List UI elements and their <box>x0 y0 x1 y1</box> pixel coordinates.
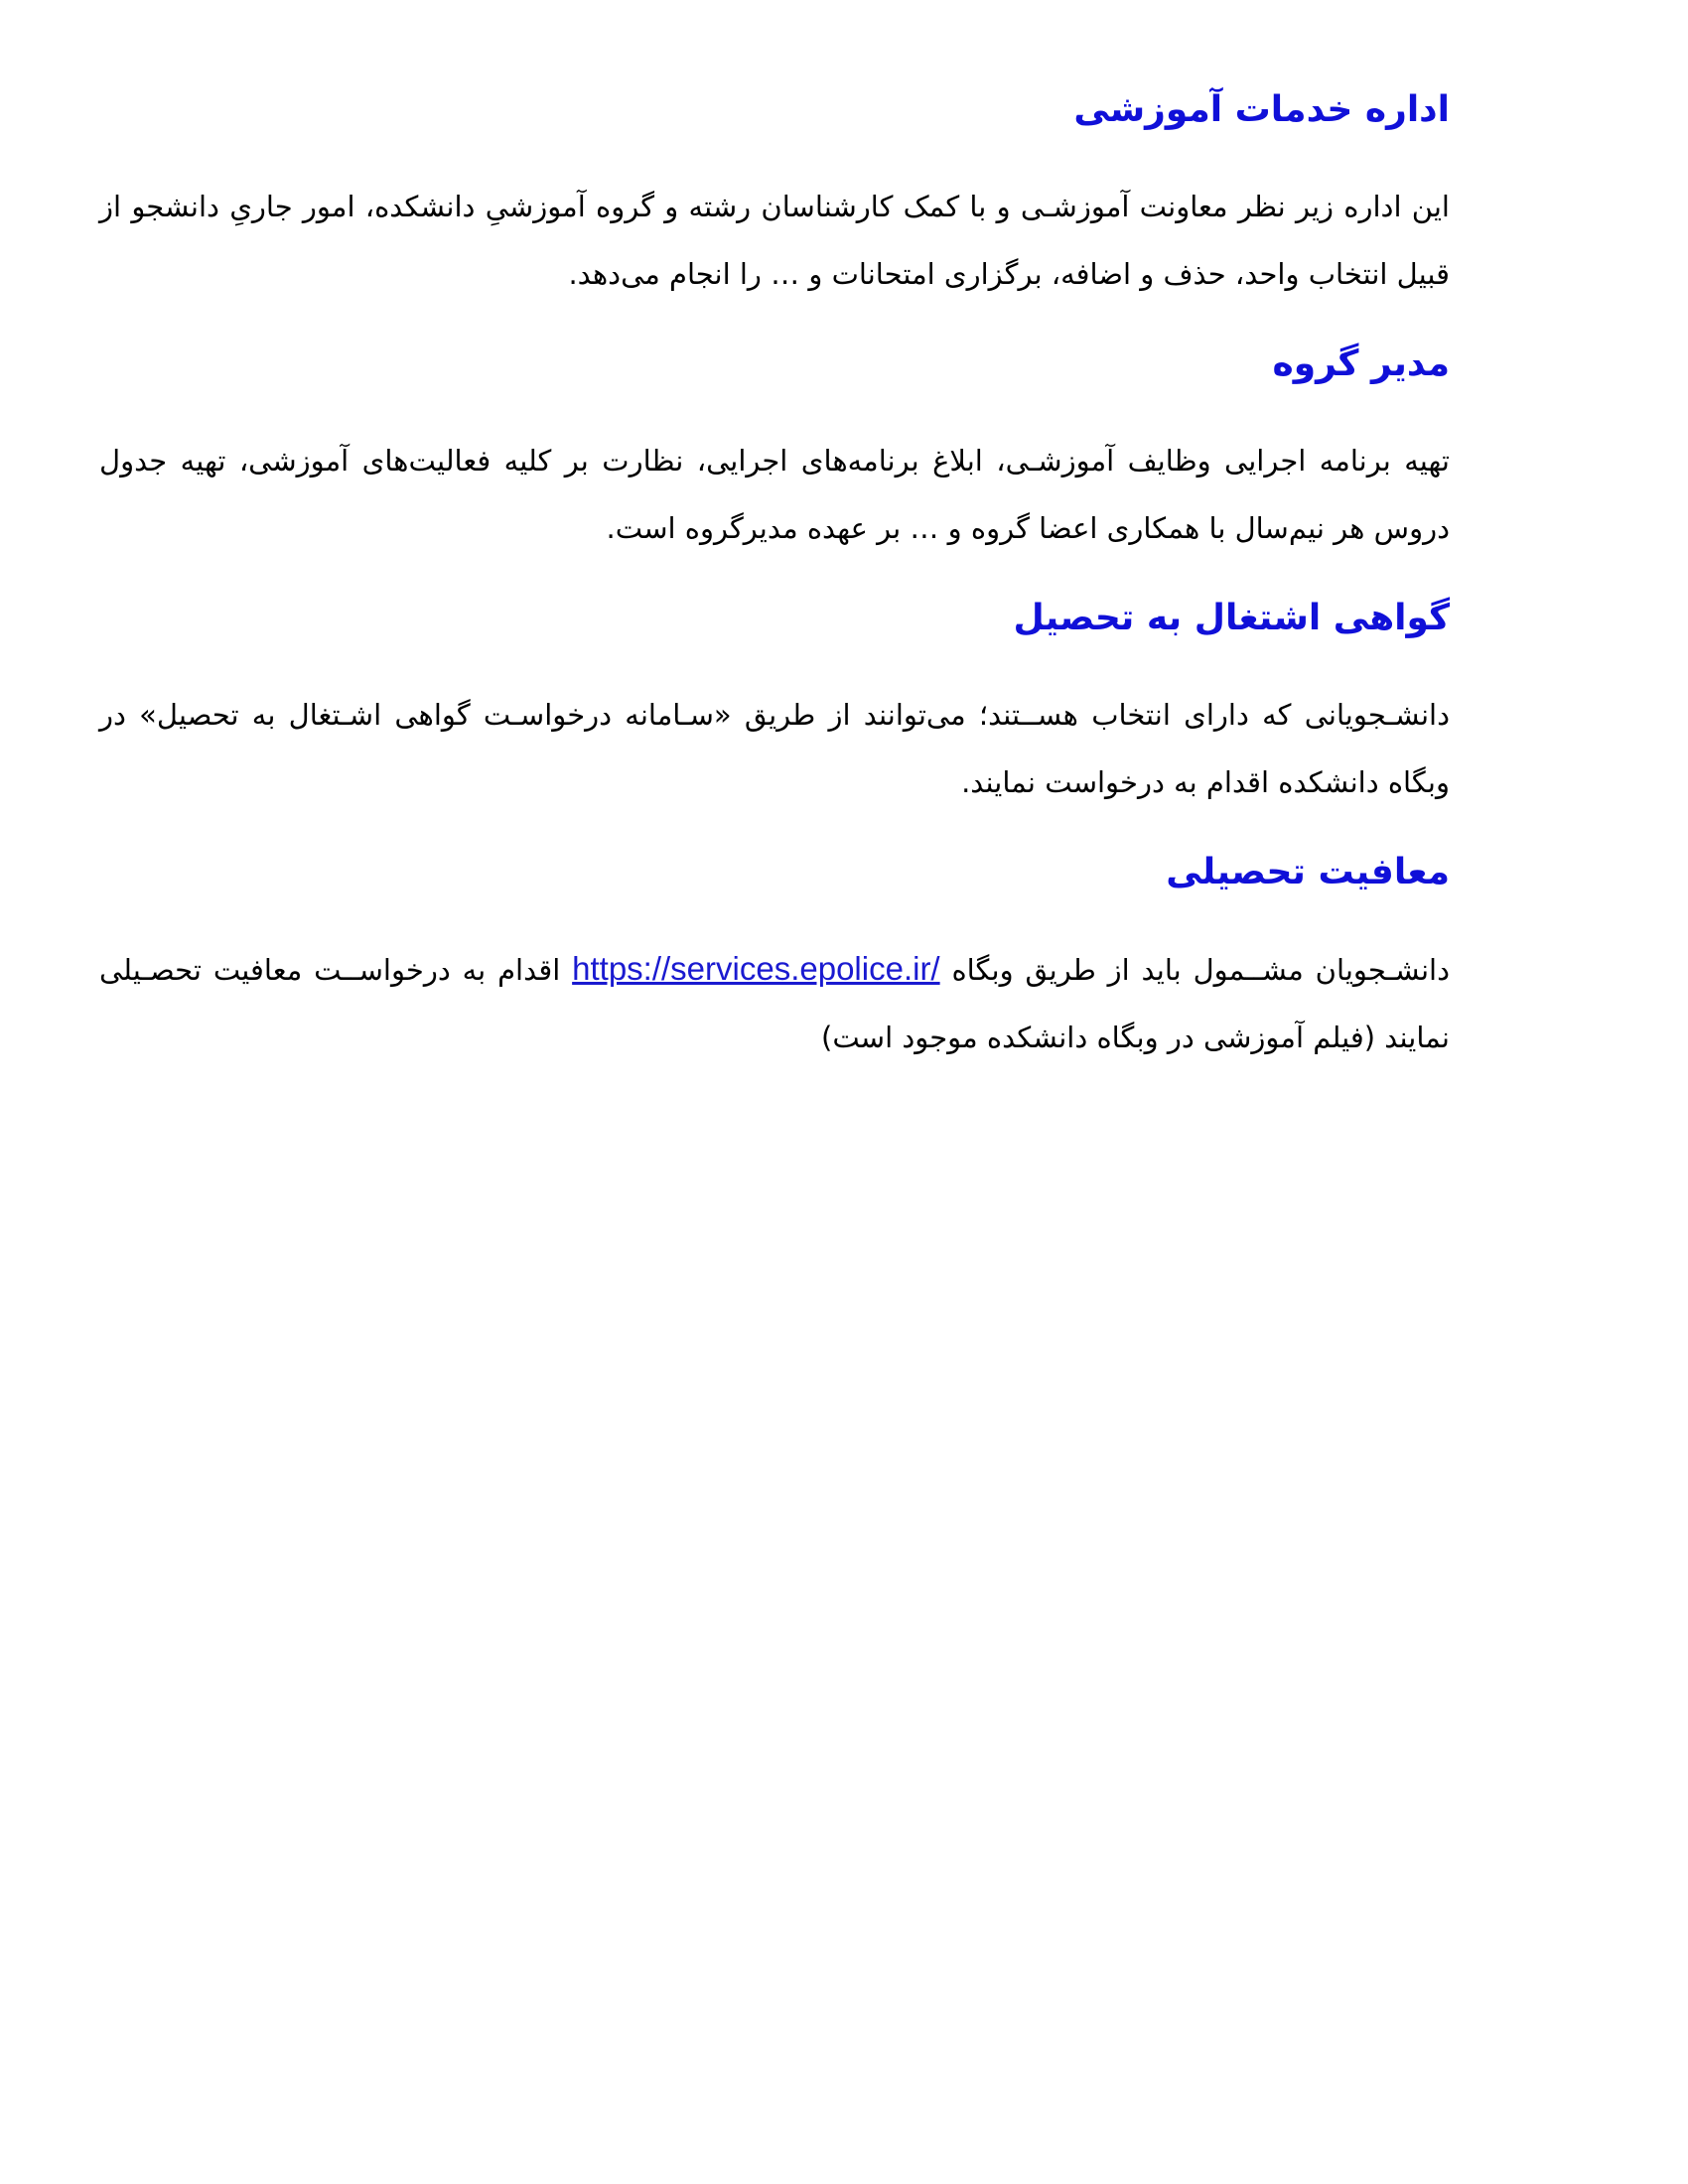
document-page <box>99 0 1450 2184</box>
epolice-services-link[interactable]: https://services.epolice.ir/ <box>572 950 940 987</box>
paragraph-text-start: دانشـجویان مشــمول باید از طریق وبگاه <box>939 953 1450 987</box>
section-heading: مدیر گروه <box>1272 343 1450 384</box>
paragraph-text-end: اقدام به درخواســت معافیت تحصـیلی نمایند (فیلم آموزشی در وبگاه دانشکده موجود است) <box>99 953 1450 1054</box>
section-paragraph: این اداره زیر نظر معاونت آموزشـی و با کمک کارشناسان رشته و گروه آموزشیِ دانشکده، امور جاریِ دانشجو از قبیل انتخاب واحد، حذف و اضافه، برگزاری امتحانات و … را انجام می‌دهد. <box>99 190 1450 291</box>
section-department-head <box>99 340 1450 562</box>
section-heading: اداره خدمات آموزشی <box>1073 89 1450 130</box>
section-paragraph <box>99 935 1450 1071</box>
section-education-services <box>99 85 1450 308</box>
section-heading: گواهی اشتغال به تحصیل <box>1013 598 1450 638</box>
section-paragraph: دانشـجویانی که دارای انتخاب هســتند؛ می‌توانند از طریق «سـامانه درخواسـت گواهی اشـتغال به تحصیل» در وبگاه دانشکده اقدام به درخواست نمایند. <box>99 698 1450 799</box>
section-enrollment-certificate <box>99 594 1450 816</box>
section-paragraph: تهیه برنامه اجرایی وظایف آموزشـی، ابلاغ برنامه‌های اجرایی، نظارت بر کلیه فعالیت‌های آموزشی، تهیه جدول دروس هر نیم‌سال با همکاری اعضا گروه و … بر عهده مدیرگروه است. <box>99 444 1450 545</box>
section-heading: معافیت تحصیلی <box>1166 852 1450 892</box>
section-educational-exemption <box>99 848 1450 1071</box>
